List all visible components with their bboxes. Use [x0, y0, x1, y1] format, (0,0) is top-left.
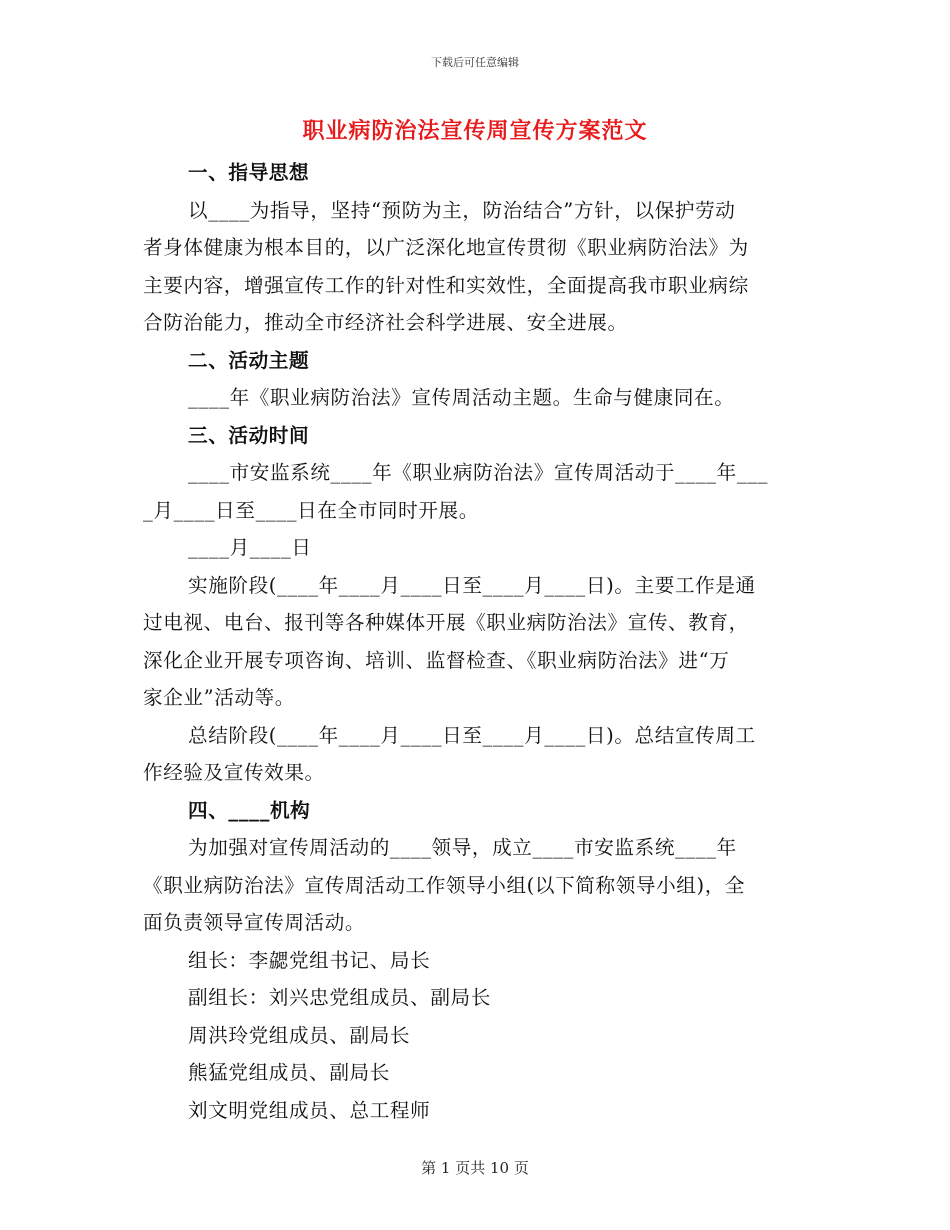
- paragraph-line: 为加强对宣传周活动的____领导，成立____市安监系统____年: [188, 836, 737, 859]
- section-heading: 二、活动主题: [188, 348, 310, 372]
- paragraph-line: 总结阶段(____年____月____日至____月____日)。总结宣传周工: [188, 723, 756, 747]
- paragraph-line: 以____为指导，坚持“预防为主，防治结合”方针，以保护劳动: [188, 198, 736, 222]
- header-note: 下载后可任意编辑: [431, 56, 519, 69]
- page-footer: 第 1 页共 10 页: [421, 1159, 529, 1177]
- member-line: 熊猛党组成员、副局长: [188, 1061, 390, 1084]
- paragraph-line: 作经验及宣传效果。: [143, 761, 325, 784]
- paragraph-line: ____月____日: [188, 536, 312, 559]
- member-line: 副组长：刘兴忠党组成员、副局长: [188, 986, 491, 1009]
- paragraph-line: _月____日至____日在全市同时开展。: [143, 498, 479, 522]
- paragraph-line: 过电视、电台、报刊等各种媒体开展《职业病防治法》宣传、教育，: [143, 611, 749, 634]
- member-line: 周洪玲党组成员、副局长: [188, 1023, 411, 1047]
- paragraph-line: 《职业病防治法》宣传周活动工作领导小组(以下简称领导小组)，全: [143, 873, 746, 897]
- paragraph-line: ____年《职业病防治法》宣传周活动主题。生命与健康同在。: [188, 386, 735, 409]
- paragraph-line: 主要内容，增强宣传工作的针对性和实效性，全面提高我市职业病综: [143, 273, 749, 297]
- paragraph-line: 合防治能力，推动全市经济社会科学进展、安全进展。: [143, 311, 628, 334]
- paragraph-line: 家企业”活动等。: [143, 686, 295, 709]
- paragraph-line: 面负责领导宣传周活动。: [143, 911, 366, 934]
- section-heading: 四、____机构: [188, 798, 311, 822]
- paragraph-line: 实施阶段(____年____月____日至____月____日)。主要工作是通: [188, 573, 756, 597]
- document-body: [143, 154, 805, 1129]
- paragraph-line: 深化企业开展专项咨询、培训、监督检查、《职业病防治法》进“万: [143, 648, 730, 672]
- paragraph-line: 者身体健康为根本目的，以广泛深化地宣传贯彻《职业病防治法》为: [143, 236, 749, 259]
- document-title: 职业病防治法宣传周宣传方案范文: [302, 118, 648, 144]
- paragraph-line: ____市安监系统____年《职业病防治法》宣传周活动于____年___: [188, 461, 769, 484]
- section-heading: 三、活动时间: [188, 423, 310, 447]
- member-line: 刘文明党组成员、总工程师: [188, 1098, 431, 1122]
- section-heading: 一、指导思想: [188, 161, 310, 184]
- member-line: 组长：李勰党组书记、局长: [188, 948, 431, 972]
